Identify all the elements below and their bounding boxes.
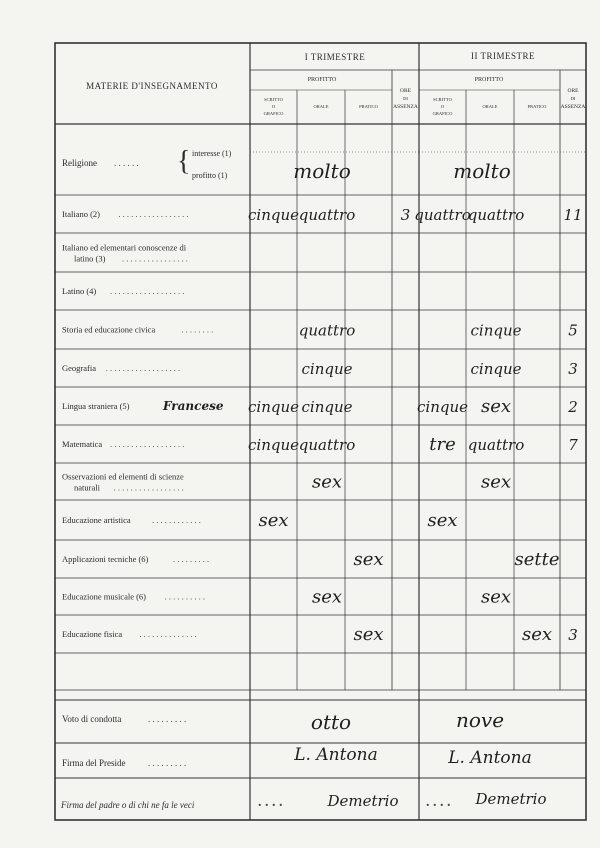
t2-orale-grade: sex [480, 586, 512, 608]
t2-scritto-grade: cinque [417, 398, 468, 416]
preside-signature-t1: L. Antona [294, 745, 378, 765]
subject-label-line2: latino (3) [74, 253, 106, 264]
condotta-t2-grade: nove [455, 708, 505, 732]
subject-label: Educazione fisica [62, 629, 123, 639]
condotta-t1-grade: otto [310, 710, 352, 734]
t2-pratico-grade: sex [521, 624, 553, 645]
t1-scritto-grade: cinque [248, 206, 299, 224]
subject-label: Italiano ed elementari conoscenze di [62, 242, 187, 253]
padre-signature-t1: Demetrio [327, 792, 399, 810]
religione-dots: . . . . . . [114, 158, 139, 168]
profitto-header-1: PROFITTO [307, 77, 337, 83]
t2-assenza-value: 3 [568, 360, 578, 378]
subject-row [62, 286, 184, 296]
subject-label: Lingua straniera (5) [62, 401, 130, 411]
trimestre-1-scritto-header: O [271, 104, 276, 109]
t2-assenza-value: 3 [568, 626, 578, 644]
leader-dots: . . . . . . . . . [173, 554, 210, 564]
preside-label: Firma del Preside [62, 758, 126, 768]
trimestre-2-header: II TRIMESTRE [470, 51, 536, 61]
leader-dots: . . . . . . . . . . . . . . . . . . [105, 363, 181, 373]
religione-brace: { [177, 146, 191, 177]
t1-scritto-grade: cinque [248, 436, 299, 454]
subject-label: Geografia [62, 363, 96, 373]
t2-pratico-grade: sette [514, 549, 560, 570]
padre-dots-t1: . . . . [258, 795, 283, 810]
t1-orale-grade: cinque [301, 398, 353, 416]
t2-orale-grade: quattro [467, 436, 525, 454]
padre-dots-t2: . . . . [426, 795, 451, 810]
subject-row [62, 243, 188, 264]
t1-scritto-grade: sex [258, 510, 289, 531]
preside-dots: . . . . . . . . . [148, 758, 187, 768]
t2-orale-grade: cinque [470, 360, 522, 378]
t1-orale-grade: cinque [301, 360, 353, 378]
trimestre-1-header: I TRIMESTRE [304, 52, 366, 62]
trimestre-2-scritto-header: GRAFICO [432, 111, 453, 116]
trimestre-2-scritto-header: O [440, 104, 445, 109]
trimestre-2-scritto-header: SCRITTO [433, 97, 452, 102]
subject-label: Applicazioni tecniche (6) [62, 554, 149, 564]
lingua-francese: Francese [163, 399, 224, 413]
trimestre-1-pratico-header: PRATICO [359, 104, 378, 109]
t1-orale-grade: quattro [298, 206, 356, 224]
leader-dots: . . . . . . . . . . . . [152, 515, 201, 525]
trimestre-2-assenza-header: ORE [567, 88, 579, 94]
t1-orale-grade: quattro [298, 321, 356, 340]
leader-dots: . . . . . . . . . . . . . . [139, 629, 197, 639]
t2-assenza-value: 2 [568, 398, 578, 416]
leader-dots: . . . . . . . . [181, 324, 214, 335]
trimestre-2-orale-header: ORALE [482, 104, 498, 109]
t2-assenza-value: 11 [563, 206, 583, 224]
leader-dots: . . . . . . . . . . . . . . . . . [118, 209, 189, 219]
condotta-label: Voto di condotta [62, 714, 122, 724]
subject-label: Educazione musicale (6) [62, 591, 147, 602]
t2-scritto-grade: sex [427, 510, 458, 531]
trimestre-1-assenza-header: ORE [400, 88, 411, 94]
trimestre-2-assenza-header: ASSENZA [560, 104, 586, 110]
profitto-header-2: PROFITTO [474, 77, 504, 83]
subject-label: Italiano (2) [62, 209, 100, 219]
t2-orale-grade: quattro [467, 206, 525, 224]
t2-orale-grade: cinque [470, 321, 522, 340]
subject-label: Osservazioni ed elementi di scienze [62, 471, 184, 482]
t1-orale-grade: sex [311, 471, 343, 493]
t2-assenza-value: 5 [568, 321, 578, 340]
leader-dots: . . . . . . . . . . . . . . . . . . [110, 439, 185, 449]
trimestre-2-pratico-header: PRATICO [527, 104, 547, 109]
trimestre-1-assenza-header: DI [403, 96, 408, 101]
leader-dots: . . . . . . . . . . . . . . . . . [113, 482, 184, 493]
religione-interesse: interesse (1) [192, 149, 232, 158]
materie-header: MATERIE D'INSEGNAMENTO [86, 81, 218, 91]
condotta-dots: . . . . . . . . . [148, 714, 187, 724]
subject-label: Storia ed educazione civica [62, 324, 156, 335]
religione-label: Religione [62, 158, 97, 168]
t1-pratico-grade: sex [353, 549, 384, 570]
preside-signature-t2: L. Antona [448, 748, 532, 768]
t1-scritto-grade: cinque [248, 398, 299, 416]
trimestre-1-orale-header: ORALE [313, 104, 329, 109]
t2-assenza-value: 7 [568, 436, 578, 454]
padre-label: Firma del padre o di chi ne fa le veci [61, 800, 195, 810]
subject-label: Latino (4) [62, 286, 97, 296]
t1-pratico-grade: sex [353, 624, 384, 645]
padre-signature-t2: Demetrio [475, 790, 547, 808]
t1-assenza-value: 3 [400, 206, 411, 224]
trimestre-1-scritto-header: GRAFICO [263, 111, 284, 116]
trimestre-1-scritto-header: SCRITTO [264, 97, 283, 102]
trimestre-1-assenza-header: ASSENZA [393, 104, 418, 110]
religione-t2-grade: molto [453, 159, 511, 183]
leader-dots: . . . . . . . . . . [164, 591, 205, 602]
subject-label-line2: naturali [74, 482, 100, 493]
religione-t1-grade: molto [293, 159, 351, 183]
t2-scritto-grade: tre [429, 434, 456, 455]
trimestre-2-assenza-header: DI [570, 96, 576, 101]
subject-label: Matematica [62, 439, 103, 449]
t2-orale-grade: sex [480, 471, 512, 493]
leader-dots: . . . . . . . . . . . . . . . . [122, 253, 188, 264]
t2-orale-grade: sex [480, 396, 512, 417]
leader-dots: . . . . . . . . . . . . . . . . . . [110, 286, 185, 296]
t2-scritto-grade: quattro [414, 206, 471, 224]
t1-orale-grade: quattro [298, 436, 356, 454]
subject-label: Educazione artistica [62, 515, 131, 525]
t1-orale-grade: sex [311, 586, 343, 608]
religione-profitto: profitto (1) [192, 171, 228, 180]
